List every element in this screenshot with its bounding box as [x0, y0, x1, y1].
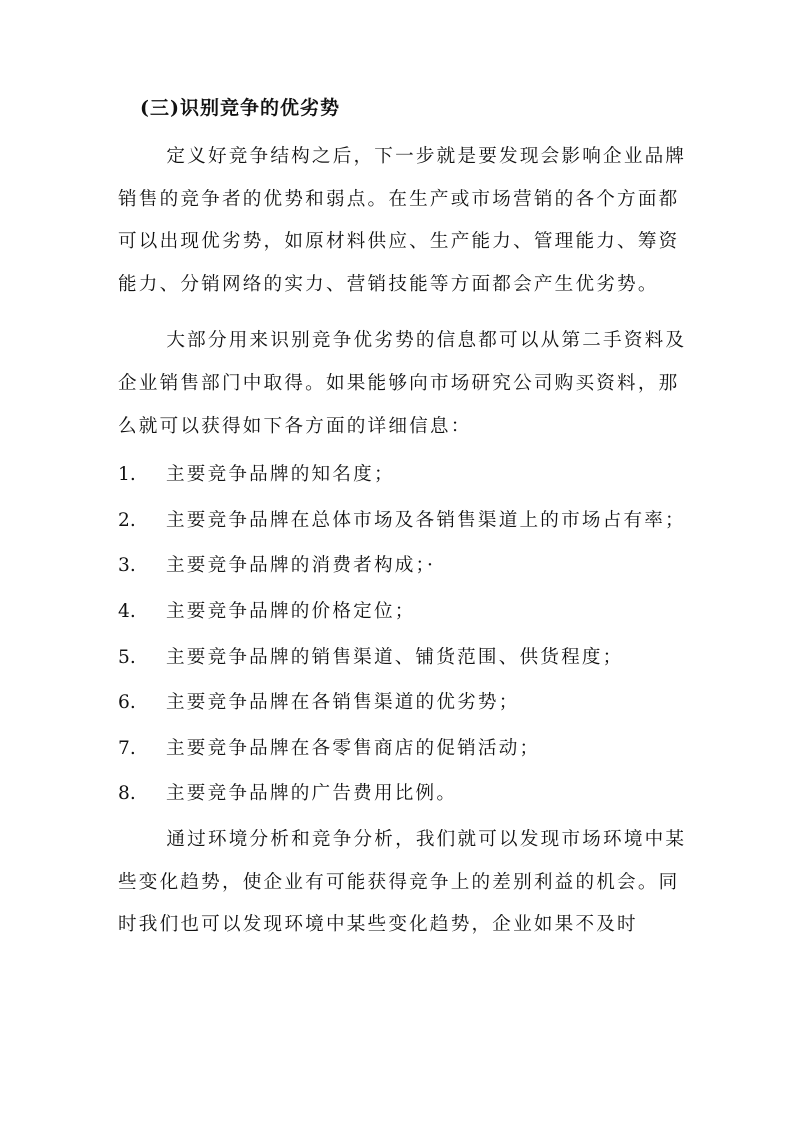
list-item-number: 4.	[118, 600, 136, 622]
list-item	[118, 543, 688, 589]
paragraph-information-sources: 大部分用来识别竞争优劣势的信息都可以从第二手资料及企业销售部门中取得。如果能够向市场研究公司购买资料，那么就可以获得如下各方面的详细信息：	[118, 330, 687, 437]
document-body	[118, 96, 688, 947]
list-item-number: 1.	[118, 464, 136, 486]
list-item-number: 8.	[118, 783, 136, 805]
list-item	[118, 726, 688, 772]
list-item-number: 6.	[118, 692, 136, 714]
list-item-text: 主要竞争品牌在总体市场及各销售渠道上的市场占有率；	[166, 509, 686, 531]
list-item-text: 主要竞争品牌的知名度；	[166, 464, 395, 486]
list-item-text: 主要竞争品牌在各零售商店的促销活动；	[166, 737, 541, 759]
list-item-text: 主要竞争品牌的消费者构成；·	[166, 555, 436, 577]
list-item	[118, 498, 688, 544]
list-item-number: 7.	[118, 737, 136, 759]
list-item-number: 2.	[118, 509, 136, 531]
list-item-text: 主要竞争品牌的广告费用比例。	[166, 783, 458, 805]
information-list	[118, 452, 688, 817]
list-item	[118, 635, 688, 681]
paragraph-competitor-strengths: 定义好竞争结构之后，下一步就是要发现会影响企业品牌销售的竞争者的优势和弱点。在生产或市场营销的各个方面都可以出现优劣势，如原材料供应、生产能力、管理能力、筹资能力、分销网络的实力、营销技能等方面都会产生优劣势。	[118, 146, 687, 295]
list-item	[118, 680, 688, 726]
list-item	[118, 771, 688, 817]
section-heading: (三)识别竞争的优劣势	[140, 97, 340, 119]
list-item-text: 主要竞争品牌的销售渠道、铺货范围、供货程度；	[166, 646, 624, 668]
list-item-number: 5.	[118, 646, 136, 668]
list-item-number: 3.	[118, 555, 136, 577]
list-item-text: 主要竞争品牌在各销售渠道的优劣势；	[166, 692, 520, 714]
paragraph-environment-analysis: 通过环境分析和竞争分析，我们就可以发现市场环境中某些变化趋势，使企业有可能获得竞争上的差别利益的机会。同时我们也可以发现环境中某些变化趋势，企业如果不及时	[118, 828, 687, 936]
list-item	[118, 452, 688, 498]
list-item	[118, 589, 688, 635]
list-item-text: 主要竞争品牌的价格定位；	[166, 600, 416, 622]
